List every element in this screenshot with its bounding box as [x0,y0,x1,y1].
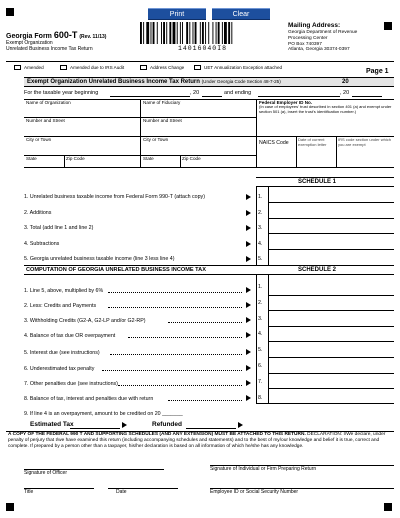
checkbox-amended[interactable]: Amended [14,65,44,70]
checkbox-amended-irs-audit[interactable]: Amended due to IRS Audit [60,65,124,70]
schedule-2-line-6-field[interactable] [268,373,394,374]
page-label: Page 1 [366,68,389,75]
schedule-1-line-1: 1. Unrelated business taxable income from Federal Form 990-T (attach copy) [24,194,205,200]
schedule-1-line-4: 4. Subtractions [24,241,60,247]
estimated-tax-field[interactable] [70,428,120,429]
arrow-icon [246,210,251,216]
zip-field-2[interactable]: Zip Code [182,156,201,161]
signature-of-officer-label: Signature of Officer [24,470,67,476]
schedule-2-line-5: 5. Interest due (see instructions) [24,350,100,356]
employer-id-label: Employee ID or Social Security Number [210,489,299,495]
checkbox-address-change[interactable]: Address Change [140,65,184,70]
return-year: 20 [342,79,349,85]
schedule-2-line-2-field[interactable] [268,310,394,311]
name-of-fiduciary-field[interactable]: Name of Fiduciary [143,100,181,105]
barcode [140,22,265,44]
schedule-1-line-2-field[interactable] [268,218,394,219]
city-field-1[interactable]: City or Town [26,137,52,142]
street-field-1[interactable]: Number and Street [26,118,65,123]
schedule-2-line-6: 6. Underestimated tax penalty [24,366,95,372]
irs-section-field[interactable]: IRS code section under which you are exempt [338,137,391,147]
schedule-2-title: SCHEDULE 2 [298,267,337,273]
schedule-2-line-3-field[interactable] [268,326,394,327]
estimated-tax-label: Estimated Tax [30,421,74,428]
mailing-address-title: Mailing Address: [288,22,341,29]
preparer-signature-label: Signature of Individual or Firm Preparing Return [210,466,317,472]
schedule-1-line-4-field[interactable] [268,249,394,250]
schedule-2-line-1: 1. Line 5, above, multiplied by 6% [24,288,104,294]
arrow-icon [246,225,251,231]
schedule-1-line-2: 2. Additions [24,210,52,216]
registration-mark-bottom-left [6,503,14,511]
form-title: Georgia Form 600-T (Rev. 11/13) [6,30,107,40]
fein-field[interactable]: Federal Employer ID No. [259,100,313,105]
title-field[interactable] [24,488,94,489]
arrow-icon [246,256,251,262]
schedule-1-title: SCHEDULE 1 [298,179,337,185]
print-button[interactable]: Print [148,8,206,20]
zip-field-1[interactable]: Zip Code [66,156,85,161]
schedule-1-line-1-field[interactable] [268,202,394,203]
schedule-1-line-3-field[interactable] [268,233,394,234]
arrow-icon [246,241,251,247]
date-exemption-field[interactable]: Date of current exemption letter [298,137,327,147]
state-field-1[interactable]: State [26,156,37,161]
registration-mark-bottom-right [384,503,392,511]
date-label: Date [116,489,127,495]
arrow-icon [238,422,243,428]
arrow-icon [246,349,251,355]
taxable-year-beginning-label: For the taxable year beginning [24,90,99,96]
schedule-2-line-4-field[interactable] [268,341,394,342]
arrow-icon [246,287,251,293]
clear-button[interactable]: Clear [212,8,270,20]
arrow-icon [246,194,251,200]
checkbox-uet-exception[interactable]: UET Annualization Exception attached [194,65,282,70]
mailing-address: Georgia Department of Revenue Processing Center PO Box 740397 Atlanta, Georgia 30374-0397 [288,30,358,53]
taxable-year-beginning-field[interactable] [110,96,190,97]
name-of-organization-field[interactable]: Name of Organization [26,100,71,105]
declaration-text: A COPY OF THE FEDERAL 990 T AND SUPPORTING SCHEDULES (AND ANY EXTENSION) MUST BE ATTACHED TO THIS RETURN. DECLARATION: I/We declare, under penalty of perjury that I/we have examined this return (including accompanying schedules and statements) and to the best of my/our knowledge and belief it is true, correct and complete. If prepared by a person other than a taxpayer, his/her declaration is based on all information of which he/she has any knowledge. [8,432,386,449]
city-field-2[interactable]: City or Town [143,137,169,142]
schedule-2-line-1-field[interactable] [268,295,394,296]
arrow-icon [246,380,251,386]
refunded-label: Refunded [152,421,182,428]
schedule-2-line-5-field[interactable] [268,357,394,358]
schedule-2-line-9: 9. If line 4 is an overpayment, amount to be credited on 20 _______ [24,411,183,417]
schedule-2-line-2: 2. Less: Credits and Payments [24,303,97,309]
street-field-2[interactable]: Number and Street [143,118,182,123]
arrow-icon [246,302,251,308]
return-title: Exempt Organization Unrelated Business Income Tax Return (Under Georgia Code Section 48-7-25) [27,79,281,85]
org-type-label: Exempt Organization [6,40,53,46]
refunded-field[interactable] [186,428,236,429]
registration-mark-top-left [6,8,14,16]
arrow-icon [246,332,251,338]
arrow-icon [246,317,251,323]
naics-code-field[interactable]: NAICS Code [259,140,289,146]
schedule-2-line-3: 3. Withholding Credits (G2-A, G2-LP and/or G2-RP) [24,318,146,324]
fein-note: (In case of employees' trust described in section 401 (a) and exempt under section 501 (a), insert the trust's identification number.) [259,104,392,114]
barcode-number: 14016040I8 [177,45,227,52]
arrow-icon [246,365,251,371]
arrow-icon [246,395,251,401]
form-description: Unrelated Business Income Tax Return [6,46,93,52]
taxable-year-ending-field[interactable] [258,96,340,97]
schedule-2-line-4: 4. Balance of tax due OR overpayment [24,333,116,339]
state-field-2[interactable]: State [143,156,154,161]
arrow-icon [122,422,127,428]
schedule-2-heading: COMPUTATION OF GEORGIA UNRELATED BUSINESS INCOME TAX [26,267,206,273]
title-label: Title [24,489,34,495]
registration-mark-top-right [384,22,392,30]
schedule-1-line-3: 3. Total (add line 1 and line 2) [24,225,94,231]
schedule-2-line-7-field[interactable] [268,388,394,389]
schedule-2-line-7: 7. Other penalties due (see instructions) [24,381,118,387]
schedule-1-line-5: 5. Georgia unrelated business taxable income (line 3 less line 4) [24,256,175,262]
schedule-2-line-8: 8. Balance of tax, interest and penalties due with return [24,396,154,402]
